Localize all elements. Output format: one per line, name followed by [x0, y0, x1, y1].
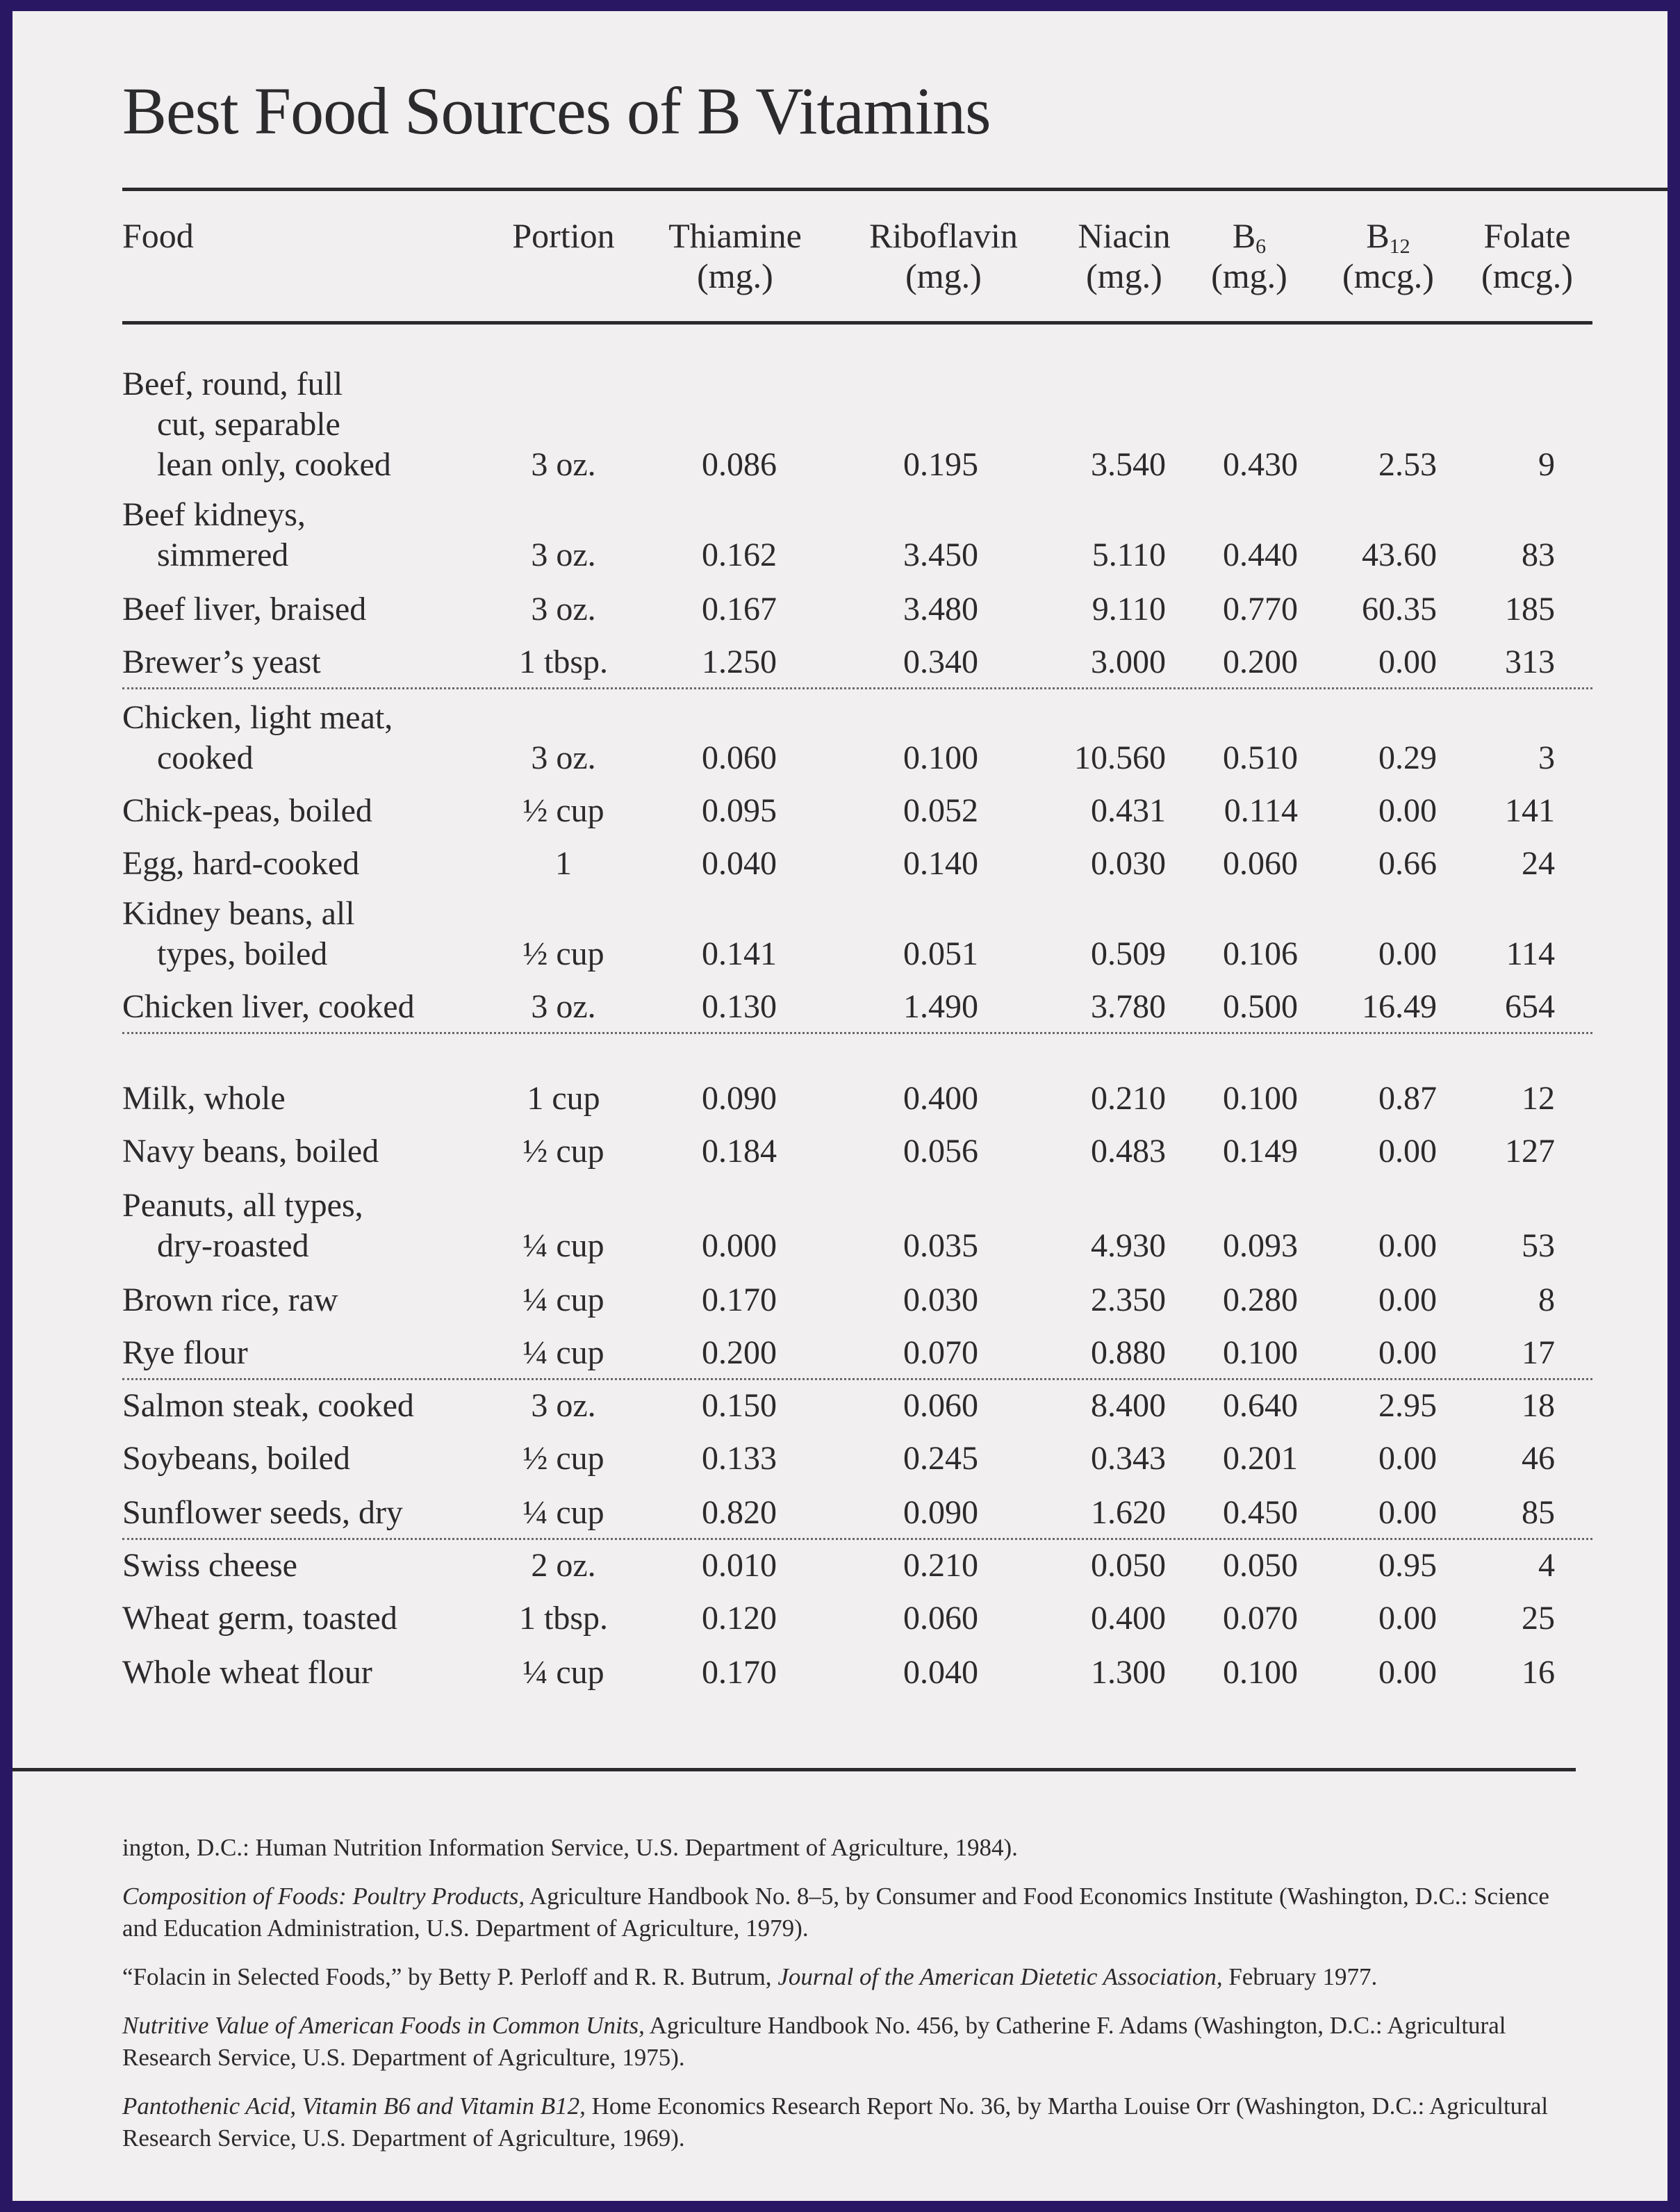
table-row — [13, 987, 1667, 1027]
b12-cell: 0.00 — [1378, 1654, 1437, 1691]
riboflavin-cell: 0.245 — [903, 1440, 978, 1477]
food-name-line: Beef, round, full — [122, 366, 343, 402]
page-title: Best Food Sources of B Vitamins — [122, 74, 991, 148]
folate-cell: 18 — [1522, 1387, 1555, 1424]
portion-cell: 3 oz. — [531, 536, 596, 573]
b6-cell: 0.100 — [1223, 1080, 1298, 1117]
riboflavin-cell: 0.210 — [903, 1547, 978, 1584]
thiamine-cell: 0.162 — [702, 536, 777, 573]
portion-cell: 3 oz. — [531, 739, 596, 776]
b12-cell: 2.95 — [1378, 1387, 1437, 1424]
food-cell — [122, 1546, 297, 1586]
thiamine-cell: 0.150 — [702, 1387, 777, 1424]
food-name-line: Soybeans, boiled — [122, 1440, 350, 1477]
table-row — [13, 495, 1667, 575]
b6-cell: 0.200 — [1223, 644, 1298, 680]
food-cell — [122, 698, 393, 778]
food-name-line: Whole wheat flour — [122, 1654, 372, 1691]
b6-cell: 0.100 — [1223, 1654, 1298, 1691]
food-name-line: Chicken liver, cooked — [122, 988, 415, 1025]
niacin-cell: 10.560 — [1074, 739, 1166, 776]
riboflavin-cell: 0.060 — [903, 1600, 978, 1637]
portion-cell: 1 — [555, 845, 572, 882]
food-name-line: cooked — [157, 739, 254, 776]
food-name-line: lean only, cooked — [157, 446, 391, 483]
table-row — [13, 1280, 1667, 1320]
food-name-line: Sunflower seeds, dry — [122, 1494, 403, 1531]
food-name-line: cut, separable — [157, 406, 340, 443]
riboflavin-cell: 0.100 — [903, 739, 978, 776]
food-name-line: Rye flour — [122, 1334, 248, 1371]
reference-entry: Nutritive Value of American Foods in Common Units, Agriculture Handbook No. 456, by Catherine F. Adams (Washington, D.C.: Agricultural Research Service, U.S. Department of Agriculture, 1975). — [122, 2012, 1506, 2071]
riboflavin-cell: 0.400 — [903, 1080, 978, 1117]
thiamine-cell: 0.095 — [702, 792, 777, 829]
food-name-line: types, boiled — [157, 935, 328, 972]
riboflavin-cell: 0.056 — [903, 1133, 978, 1170]
b12-cell: 60.35 — [1362, 591, 1437, 628]
food-cell — [122, 642, 321, 682]
b12-cell: 0.00 — [1378, 935, 1437, 972]
folate-cell: 313 — [1505, 644, 1555, 680]
header-thiamine: Thiamine (mg.) — [668, 216, 802, 295]
niacin-cell: 2.350 — [1091, 1281, 1166, 1318]
thiamine-cell: 0.090 — [702, 1080, 777, 1117]
b12-cell: 0.00 — [1378, 1440, 1437, 1477]
thiamine-cell: 0.167 — [702, 591, 777, 628]
b12-cell: 0.00 — [1378, 792, 1437, 829]
niacin-cell: 1.300 — [1091, 1654, 1166, 1691]
b6-cell: 0.450 — [1223, 1494, 1298, 1531]
niacin-cell: 0.509 — [1091, 935, 1166, 972]
b12-cell: 0.00 — [1378, 1227, 1437, 1264]
thiamine-cell: 0.820 — [702, 1494, 777, 1531]
table-row — [13, 1333, 1667, 1373]
b12-cell: 0.00 — [1378, 1334, 1437, 1371]
niacin-cell: 0.400 — [1091, 1600, 1166, 1637]
riboflavin-cell: 0.340 — [903, 644, 978, 680]
riboflavin-cell: 3.450 — [903, 536, 978, 573]
portion-cell: ½ cup — [522, 935, 604, 972]
riboflavin-cell: 0.040 — [903, 1654, 978, 1691]
food-name-line: Egg, hard-cooked — [122, 845, 360, 882]
b12-cell: 16.49 — [1362, 988, 1437, 1025]
niacin-cell: 0.483 — [1091, 1133, 1166, 1170]
niacin-cell: 3.780 — [1091, 988, 1166, 1025]
table-row — [13, 1186, 1667, 1266]
table-row — [13, 1493, 1667, 1533]
food-name-line: Milk, whole — [122, 1080, 286, 1117]
table-row — [13, 1598, 1667, 1639]
b12-cell: 0.87 — [1378, 1080, 1437, 1117]
food-name-line: Beef kidneys, — [122, 496, 306, 533]
b12-cell: 0.00 — [1378, 1494, 1437, 1531]
folate-cell: 114 — [1506, 935, 1555, 972]
b6-cell: 0.050 — [1223, 1547, 1298, 1584]
table-row — [13, 364, 1667, 485]
food-cell — [122, 1079, 286, 1119]
b12-cell: 0.29 — [1378, 739, 1437, 776]
portion-cell: ¼ cup — [522, 1334, 604, 1371]
folate-cell: 17 — [1522, 1334, 1555, 1371]
b6-cell: 0.093 — [1223, 1227, 1298, 1264]
riboflavin-cell: 0.090 — [903, 1494, 978, 1531]
riboflavin-cell: 0.070 — [903, 1334, 978, 1371]
food-cell — [122, 495, 306, 575]
thiamine-cell: 0.040 — [702, 845, 777, 882]
food-cell — [122, 1493, 403, 1533]
riboflavin-cell: 0.195 — [903, 446, 978, 483]
folate-cell: 25 — [1522, 1600, 1555, 1637]
b12-cell: 43.60 — [1362, 536, 1437, 573]
table-row — [13, 698, 1667, 778]
food-name-line: Peanuts, all types, — [122, 1187, 363, 1224]
b6-cell: 0.106 — [1223, 935, 1298, 972]
food-cell — [122, 1280, 338, 1320]
folate-cell: 85 — [1522, 1494, 1555, 1531]
riboflavin-cell: 3.480 — [903, 591, 978, 628]
page — [13, 11, 1667, 2201]
folate-cell: 53 — [1522, 1227, 1555, 1264]
table-row — [13, 642, 1667, 682]
b12-cell: 0.00 — [1378, 1133, 1437, 1170]
b6-cell: 0.100 — [1223, 1334, 1298, 1371]
niacin-cell: 0.210 — [1091, 1080, 1166, 1117]
folate-cell: 24 — [1522, 845, 1555, 882]
thiamine-cell: 0.000 — [702, 1227, 777, 1264]
thiamine-cell: 0.130 — [702, 988, 777, 1025]
table-row — [13, 791, 1667, 831]
folate-cell: 3 — [1538, 739, 1555, 776]
folate-cell: 8 — [1538, 1281, 1555, 1318]
portion-cell: 3 oz. — [531, 1387, 596, 1424]
food-name-line: Brown rice, raw — [122, 1281, 338, 1318]
food-cell — [122, 1598, 397, 1639]
thiamine-cell: 0.170 — [702, 1281, 777, 1318]
portion-cell: 3 oz. — [531, 988, 596, 1025]
food-name-line: Navy beans, boiled — [122, 1133, 379, 1170]
folate-cell: 127 — [1505, 1133, 1555, 1170]
food-cell — [122, 1653, 372, 1693]
food-cell — [122, 364, 391, 485]
folate-cell: 654 — [1505, 988, 1555, 1025]
b6-cell: 0.201 — [1223, 1440, 1298, 1477]
riboflavin-cell: 0.140 — [903, 845, 978, 882]
reference-entry: ington, D.C.: Human Nutrition Information Service, U.S. Department of Agriculture, 1984). — [122, 1834, 1018, 1861]
header-b12: $B_{12}$ (mcg.) — [1342, 216, 1434, 295]
riboflavin-cell: 0.035 — [903, 1227, 978, 1264]
b6-cell: 0.770 — [1223, 591, 1298, 628]
b6-cell: 0.149 — [1223, 1133, 1298, 1170]
b6-cell: 0.070 — [1223, 1600, 1298, 1637]
table-row — [13, 1386, 1667, 1426]
food-cell — [122, 1131, 379, 1172]
folate-cell: 9 — [1538, 446, 1555, 483]
folate-cell: 46 — [1522, 1440, 1555, 1477]
food-cell — [122, 589, 366, 630]
food-name-line: simmered — [157, 536, 289, 573]
reference-entry: “Folacin in Selected Foods,” by Betty P. Perloff and R. R. Butrum, Journal of the American Dietetic Association, February 1977. — [122, 1963, 1378, 1990]
portion-cell: 3 oz. — [531, 446, 596, 483]
niacin-cell: 9.110 — [1092, 591, 1166, 628]
thiamine-cell: 0.200 — [702, 1334, 777, 1371]
table-row — [13, 1079, 1667, 1119]
folate-cell: 83 — [1522, 536, 1555, 573]
portion-cell: ¼ cup — [522, 1281, 604, 1318]
header-niacin: Niacin (mg.) — [1078, 216, 1171, 295]
table-row — [13, 1653, 1667, 1693]
portion-cell: 1 cup — [527, 1080, 600, 1117]
folate-cell: 16 — [1522, 1654, 1555, 1691]
niacin-cell: 3.540 — [1091, 446, 1166, 483]
table-row — [13, 894, 1667, 974]
food-name-line: Beef liver, braised — [122, 591, 367, 628]
thiamine-cell: 1.250 — [702, 644, 777, 680]
b12-cell: 0.66 — [1378, 845, 1437, 882]
folate-cell: 185 — [1505, 591, 1555, 628]
b6-cell: 0.510 — [1223, 739, 1298, 776]
folate-cell: 12 — [1522, 1080, 1555, 1117]
food-name-line: Swiss cheese — [122, 1547, 297, 1584]
b12-cell: 0.00 — [1378, 1281, 1437, 1318]
portion-cell: ¼ cup — [522, 1494, 604, 1531]
food-cell — [122, 1186, 363, 1266]
riboflavin-cell: 0.030 — [903, 1281, 978, 1318]
portion-cell: 3 oz. — [531, 591, 596, 628]
thiamine-cell: 0.141 — [702, 935, 777, 972]
food-name-line: Chicken, light meat, — [122, 699, 393, 736]
reference-entry: Composition of Foods: Poultry Products, Agriculture Handbook No. 8–5, by Consumer and Food Economics Institute (Washington, D.C.: Science and Education Administration, U.S. Department of Agriculture, 1979). — [122, 1883, 1549, 1942]
thiamine-cell: 0.120 — [702, 1600, 777, 1637]
food-name-line: Wheat germ, toasted — [122, 1600, 397, 1637]
riboflavin-cell: 0.051 — [903, 935, 978, 972]
food-name-line: dry-roasted — [157, 1227, 309, 1264]
b12-cell: 0.95 — [1378, 1547, 1437, 1584]
header-riboflavin: Riboflavin (mg.) — [869, 216, 1018, 295]
folate-cell: 141 — [1505, 792, 1555, 829]
b6-cell: 0.114 — [1224, 792, 1298, 829]
header-b6: $B_6$ (mg.) — [1211, 216, 1287, 295]
niacin-cell: 0.343 — [1091, 1440, 1166, 1477]
niacin-cell: 4.930 — [1091, 1227, 1166, 1264]
portion-cell: ½ cup — [522, 792, 604, 829]
food-name-line: Brewer’s yeast — [122, 644, 321, 680]
b6-cell: 0.430 — [1223, 446, 1298, 483]
food-cell — [122, 791, 372, 831]
riboflavin-cell: 0.060 — [903, 1387, 978, 1424]
food-cell — [122, 894, 355, 974]
food-cell — [122, 987, 415, 1027]
food-cell — [122, 1439, 350, 1479]
b12-cell: 0.00 — [1378, 1600, 1437, 1637]
table-row — [13, 1131, 1667, 1172]
portion-cell: 1 tbsp. — [518, 644, 608, 680]
niacin-cell: 0.030 — [1091, 845, 1166, 882]
reference-entry: Pantothenic Acid, Vitamin B6 and Vitamin B12, Home Economics Research Report No. 36, by Martha Louise Orr (Washington, D.C.: Agricultural Research Service, U.S. Department of Agriculture, 1969). — [122, 2092, 1549, 2152]
food-name-line: Kidney beans, all — [122, 895, 355, 932]
niacin-cell: 0.880 — [1091, 1334, 1166, 1371]
table-row — [13, 1439, 1667, 1479]
header-portion: Portion — [512, 216, 615, 255]
portion-cell: ½ cup — [522, 1133, 604, 1170]
table-row — [13, 589, 1667, 630]
b12-cell: 2.53 — [1378, 446, 1437, 483]
food-name-line: Chick-peas, boiled — [122, 792, 372, 829]
portion-cell: 1 tbsp. — [518, 1600, 608, 1637]
food-cell — [122, 844, 359, 884]
niacin-cell: 3.000 — [1091, 644, 1166, 680]
niacin-cell: 8.400 — [1091, 1387, 1166, 1424]
b6-cell: 0.060 — [1223, 845, 1298, 882]
references — [122, 1832, 1581, 2171]
thiamine-cell: 0.184 — [702, 1133, 777, 1170]
thiamine-cell: 0.170 — [702, 1654, 777, 1691]
thiamine-cell: 0.060 — [702, 739, 777, 776]
niacin-cell: 1.620 — [1091, 1494, 1166, 1531]
table-row — [13, 1546, 1667, 1586]
riboflavin-cell: 1.490 — [903, 988, 978, 1025]
table-row — [13, 844, 1667, 884]
niacin-cell: 0.050 — [1091, 1547, 1166, 1584]
food-cell — [122, 1333, 248, 1373]
thiamine-cell: 0.086 — [702, 446, 777, 483]
b6-cell: 0.280 — [1223, 1281, 1298, 1318]
bottom-rule — [13, 1768, 1576, 1771]
thiamine-cell: 0.010 — [702, 1547, 777, 1584]
food-cell — [122, 1386, 414, 1426]
portion-cell: 2 oz. — [531, 1547, 596, 1584]
portion-cell: ¼ cup — [522, 1227, 604, 1264]
folate-cell: 4 — [1538, 1547, 1555, 1584]
food-name-line: Salmon steak, cooked — [122, 1387, 414, 1424]
thiamine-cell: 0.133 — [702, 1440, 777, 1477]
b6-cell: 0.500 — [1223, 988, 1298, 1025]
riboflavin-cell: 0.052 — [903, 792, 978, 829]
header-folate: Folate (mcg.) — [1481, 216, 1573, 295]
b6-cell: 0.640 — [1223, 1387, 1298, 1424]
b6-cell: 0.440 — [1223, 536, 1298, 573]
portion-cell: ½ cup — [522, 1440, 604, 1477]
header-food: Food — [122, 216, 194, 255]
b12-cell: 0.00 — [1378, 644, 1437, 680]
niacin-cell: 5.110 — [1092, 536, 1166, 573]
niacin-cell: 0.431 — [1091, 792, 1166, 829]
portion-cell: ¼ cup — [522, 1654, 604, 1691]
